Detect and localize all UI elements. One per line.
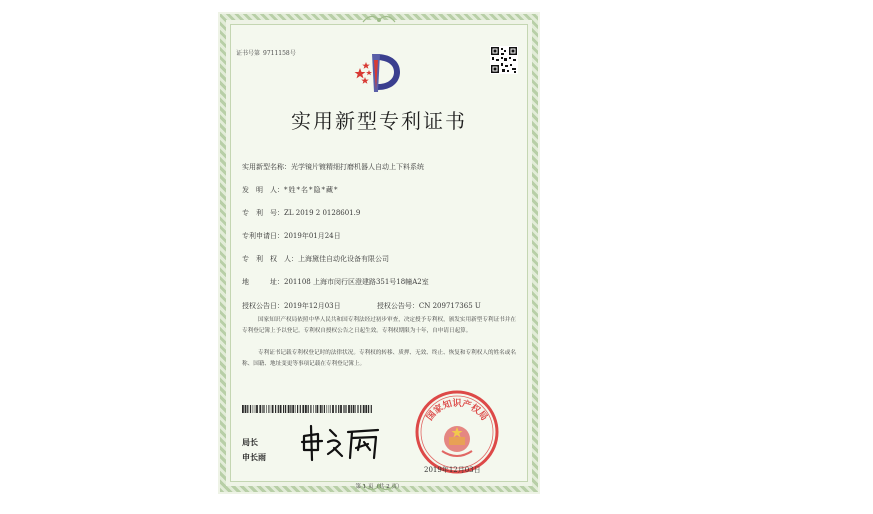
filing-date-label: 专利申请日： xyxy=(242,232,284,240)
grant-date-value: 2019年12月03日 xyxy=(284,302,341,310)
certificate-number-label: 证书号第 xyxy=(236,50,261,57)
filing-date-value: 2019年01月24日 xyxy=(284,232,341,240)
address-value: 201108 上海市闵行区澄建路351号18幢A2室 xyxy=(284,278,429,286)
patentee-label: 专 利 权 人： xyxy=(242,255,298,263)
certificate-number xyxy=(236,48,296,57)
inventor-label: 发 明 人： xyxy=(242,186,284,194)
filing-date-row xyxy=(242,231,341,241)
director-name: 申长雨 xyxy=(242,453,266,462)
director-signature-icon xyxy=(298,420,382,462)
patent-number-value: ZL 2019 2 0128601.9 xyxy=(284,209,361,217)
utility-model-name-row xyxy=(242,162,424,172)
patentee-value: 上海黛佳自动化设备有限公司 xyxy=(298,255,389,263)
patent-number-label: 专 利 号： xyxy=(242,209,284,217)
grant-statement-paragraph: 国家知识产权局依照中华人民共和国专利法经过初步审查，决定授予专利权，颁发实用新型专利证书并在专利登记簿上予以登记。专利权自授权公告之日起生效。专利权期限为十年，自申请日起算。 xyxy=(242,317,516,334)
grant-date-label: 授权公告日： xyxy=(242,302,284,310)
legal-status-paragraph: 专利证书记载专利权登记时的法律状况。专利权的转移、质押、无效、终止、恢复和专利权人的姓名或名称、国籍、地址变更等事项记载在专利登记簿上。 xyxy=(242,350,516,367)
issue-date: 2019年12月03日 xyxy=(424,466,481,474)
address-row xyxy=(242,277,429,287)
barcode-icon xyxy=(242,405,374,413)
grant-number-label: 授权公告号： xyxy=(376,302,419,310)
address-label: 地 址： xyxy=(242,278,284,286)
patent-certificate xyxy=(218,12,540,494)
director-title: 局长 xyxy=(242,438,258,447)
utility-model-name-value: 光学镜片镀精细打磨机器人自动上下料系统 xyxy=(291,163,424,171)
utility-model-name-label: 实用新型名称： xyxy=(242,163,291,171)
page-number: 第 1 页（共 2 页） xyxy=(355,484,403,490)
certificate-title: 实用新型专利证书 xyxy=(291,109,467,133)
inventor-row xyxy=(242,185,339,195)
grant-date-row xyxy=(242,301,481,311)
patentee-row xyxy=(242,254,389,264)
seal-text: 国家知识产权局 xyxy=(425,399,489,423)
certificate-number-value: 9711158号 xyxy=(263,50,296,57)
border-ornament-top-icon xyxy=(361,12,397,26)
patent-office-logo-icon xyxy=(348,50,408,94)
inventor-value: *姓*名*隐*藏* xyxy=(284,186,339,194)
patent-number-row xyxy=(242,208,360,218)
qr-code-icon xyxy=(490,46,518,74)
official-seal-icon xyxy=(414,389,500,475)
grant-number-value: CN 209717365 U xyxy=(418,302,481,310)
